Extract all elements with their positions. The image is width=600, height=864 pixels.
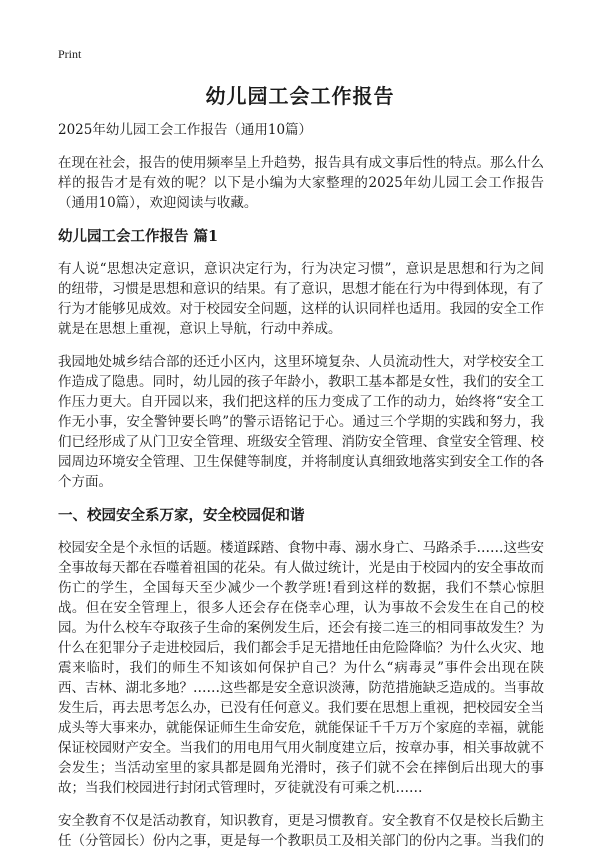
document-subtitle: 2025年幼儿园工会工作报告（通用10篇） bbox=[58, 122, 313, 138]
intro-paragraph: 在现在社会，报告的使用频率呈上升趋势，报告具有成文事后性的特点。那么什么样的报告才是有效的呢？以下是小编为大家整理的2025年幼儿园工会工作报告（通用10篇），欢迎阅读与收藏。 bbox=[58, 155, 544, 211]
subsection-heading: 一、校园安全系万家，安全校园促和谐 bbox=[58, 507, 305, 524]
body-paragraph: 我园地处城乡结合部的还迁小区内，这里环境复杂、人员流动性大，对学校安全工作造成了隐患。同时，幼儿园的孩子年龄小，教职工基本都是女性，我们的安全工作压力更大。自开园以来，我们把这样的压力变成了工作的动力，始终将“安全工作无小事，安全警钟要长鸣”的警示语铭记于心。通过三个学期的实践和努力，我们已经形成了从门卫安全管理、班级安全管理、消防安全管理、食堂安全管理、校园周边环境安全管理、卫生保健等制度，并将制度认真细致地落实到安全工作的各个方面。 bbox=[58, 354, 544, 490]
body-paragraph: 有人说“思想决定意识，意识决定行为，行为决定习惯”，意识是思想和行为之间的纽带，习惯是思想和意识的结果。有了意识，思想才能在行为中得到体现，有了行为才能够见成效。对于校园安全问题，这样的认识同样也适用。我园的安全工作就是在思想上重视，意识上导航，行动中养成。 bbox=[58, 261, 544, 337]
section-heading: 幼儿园工会工作报告 篇1 bbox=[58, 228, 219, 245]
document-body bbox=[58, 120, 544, 864]
body-paragraph: 校园安全是个永恒的话题。楼道踩踏、食物中毒、溺水身亡、马路杀手……这些安全事故每天都在吞噬着祖国的花朵。有人做过统计，光是由于校园内的安全事故而伤亡的学生，全国每天至少减少一个教学班!看到这样的数据，我们不禁心惊胆战。但在安全管理上，很多人还会存在侥幸心理，认为事故不会发生在自己的校园。为什么校车夺取孩子生命的案例发生后，还会有接二连三的相同事故发生？为什么在犯罪分子走进校园后，我们都会手足无措地任由危险降临？为什么火灾、地震来临时，我们的师生不知该如何保护自己？为什么“病毒灵”事件会出现在陕西、吉林、湖北多地？……这些都是安全意识淡薄，防范措施缺乏造成的。当事故发生后，再去思考怎么办，已没有任何意义。我们要在思想上重视，把校园安全当成头等大事来办，就能保证师生生命安危，就能保证千千万万个家庭的幸福，就能保证校园财产安全。当我们的用电用气用火制度建立后，按章办事，相关事故就不会发生；当活动室里的家具都是圆角光滑时，孩子们就不会在摔倒后出现大的事故；当我们校园进行封闭式管理时，歹徒就没有可乘之机…… bbox=[58, 540, 544, 796]
body-paragraph: 安全教育不仅是活动教育，知识教育，更是习惯教育。安全教育不仅是校长后勤主任（分管园长）份内之事，更是每一个教职员工及相关部门的份内之事。当我们的 bbox=[58, 813, 544, 849]
page-title: 幼儿园工会工作报告 bbox=[205, 84, 395, 108]
print-link[interactable]: Print bbox=[58, 47, 82, 61]
